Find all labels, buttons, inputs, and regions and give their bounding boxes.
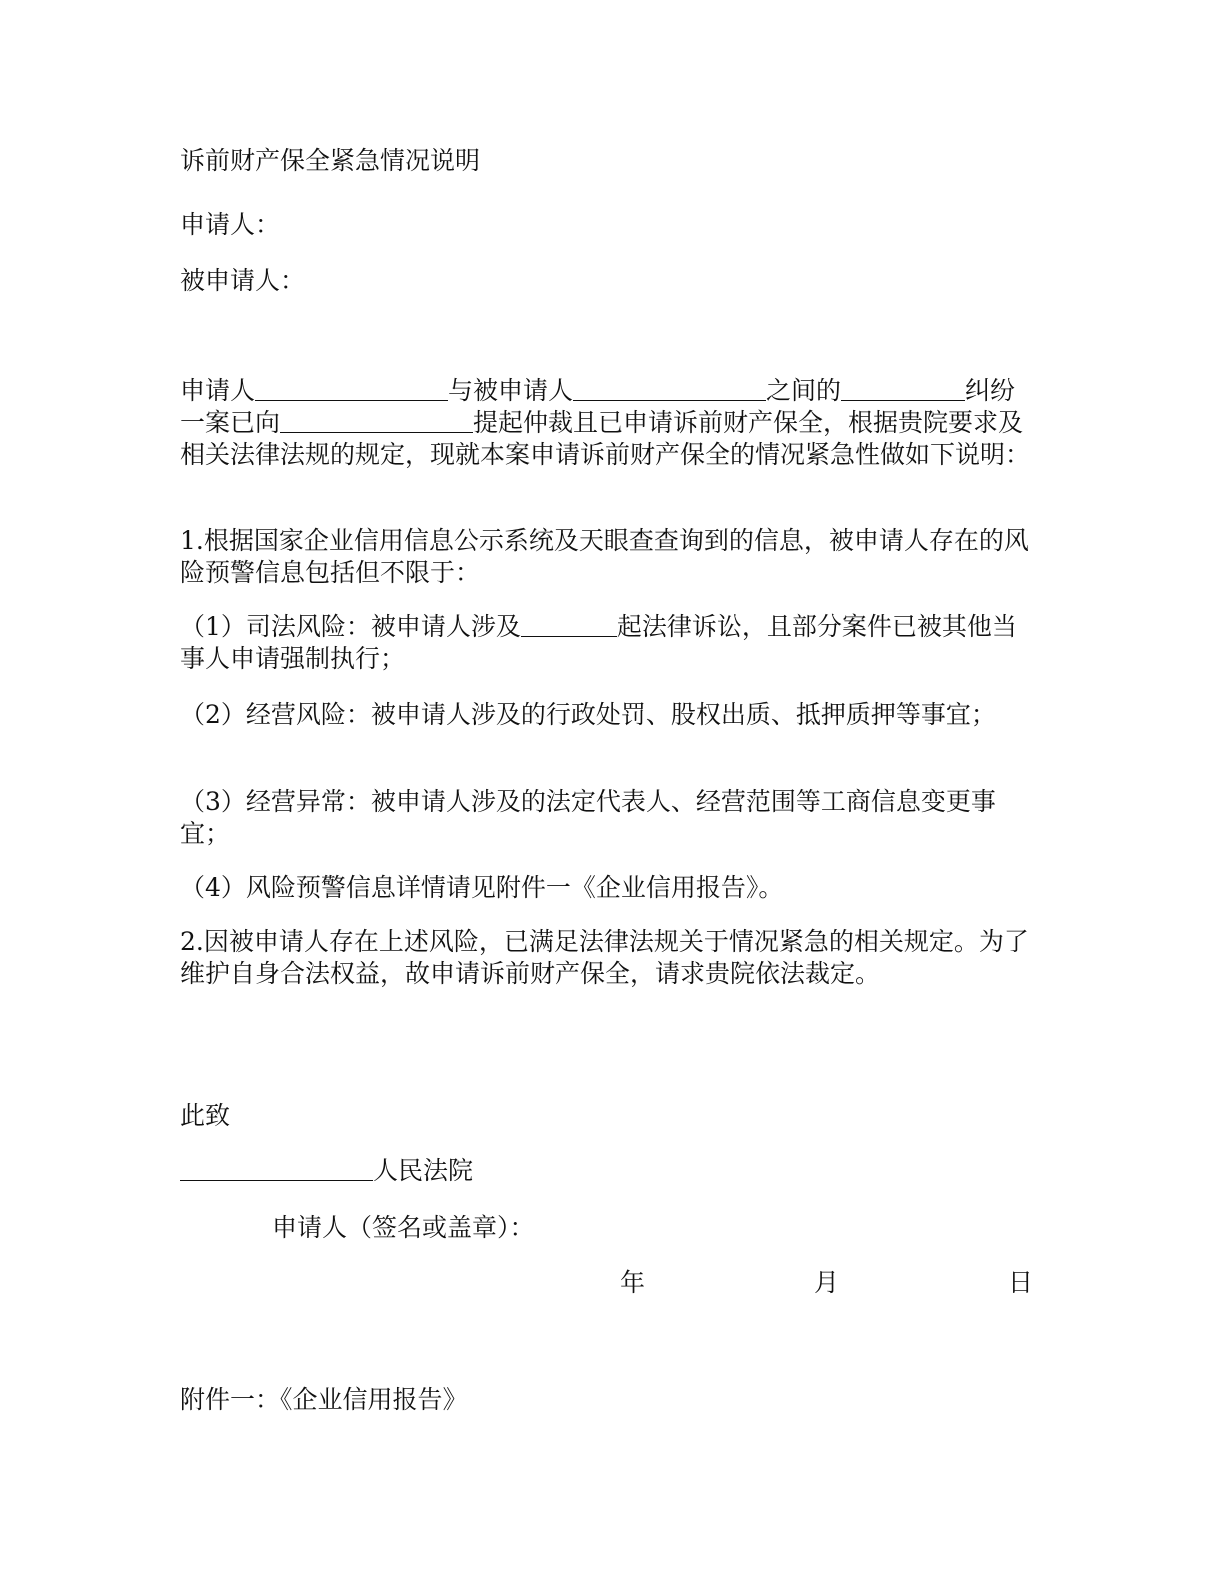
date-month: 月 [814, 1268, 840, 1297]
sub-item-1-text-1: （1）司法风险：被申请人涉及 [180, 612, 521, 641]
sub-item-1-text-2: 起法律诉讼，且部分案件已被其他当事人申请强制执行； [180, 612, 1017, 673]
court-name-blank [180, 1180, 373, 1181]
respondent-label: 被申请人： [180, 266, 306, 295]
item-2-paragraph: 2.因被申请人存在上述风险，已满足法律法规关于情况紧急的相关规定。为了维护自身合法权益，故申请诉前财产保全，请求贵院依法裁定。 [180, 927, 1029, 988]
arbitration-body-blank [280, 432, 473, 433]
sub-item-2-paragraph: （2）经营风险：被申请人涉及的行政处罚、股权出质、抵押质押等事宜； [180, 700, 996, 729]
sub-item-4-paragraph: （4）风险预警信息详情请见附件一《企业信用报告》。 [180, 873, 784, 902]
intro-paragraph [180, 375, 1030, 471]
intro-text-1: 申请人 [180, 376, 256, 405]
intro-text-3: 之间的 [766, 376, 842, 405]
item-1-paragraph: 1.根据国家企业信用信息公示系统及天眼查查询到的信息，被申请人存在的风险预警信息包括但不限于： [180, 526, 1029, 587]
intro-text-4: 纠纷一案已向 [180, 376, 1016, 437]
intro-text-5: 提起仲裁且已申请诉前财产保全，根据贵院要求及相关法律法规的规定，现就本案申请诉前财产保全的情况紧急性做如下说明： [180, 408, 1031, 469]
closing-salutation: 此致 [180, 1101, 231, 1130]
attachment-line: 附件一：《企业信用报告》 [180, 1385, 468, 1414]
sub-item-3-paragraph: （3）经营异常：被申请人涉及的法定代表人、经营范围等工商信息变更事宜； [180, 787, 996, 848]
court-line [180, 1154, 473, 1188]
document-title: 诉前财产保全紧急情况说明 [180, 146, 481, 175]
date-day: 日 [1008, 1268, 1034, 1297]
date-year: 年 [620, 1268, 646, 1297]
respondent-name-blank [573, 400, 766, 401]
applicant-label: 申请人： [180, 210, 281, 239]
sub-item-1-paragraph [180, 611, 1030, 675]
intro-text-2: 与被申请人 [448, 376, 574, 405]
dispute-type-blank [841, 400, 965, 401]
signature-line: 申请人（签名或盖章）： [272, 1213, 535, 1242]
court-suffix: 人民法院 [373, 1156, 474, 1185]
applicant-name-blank [255, 400, 448, 401]
lawsuit-count-blank [521, 636, 617, 637]
